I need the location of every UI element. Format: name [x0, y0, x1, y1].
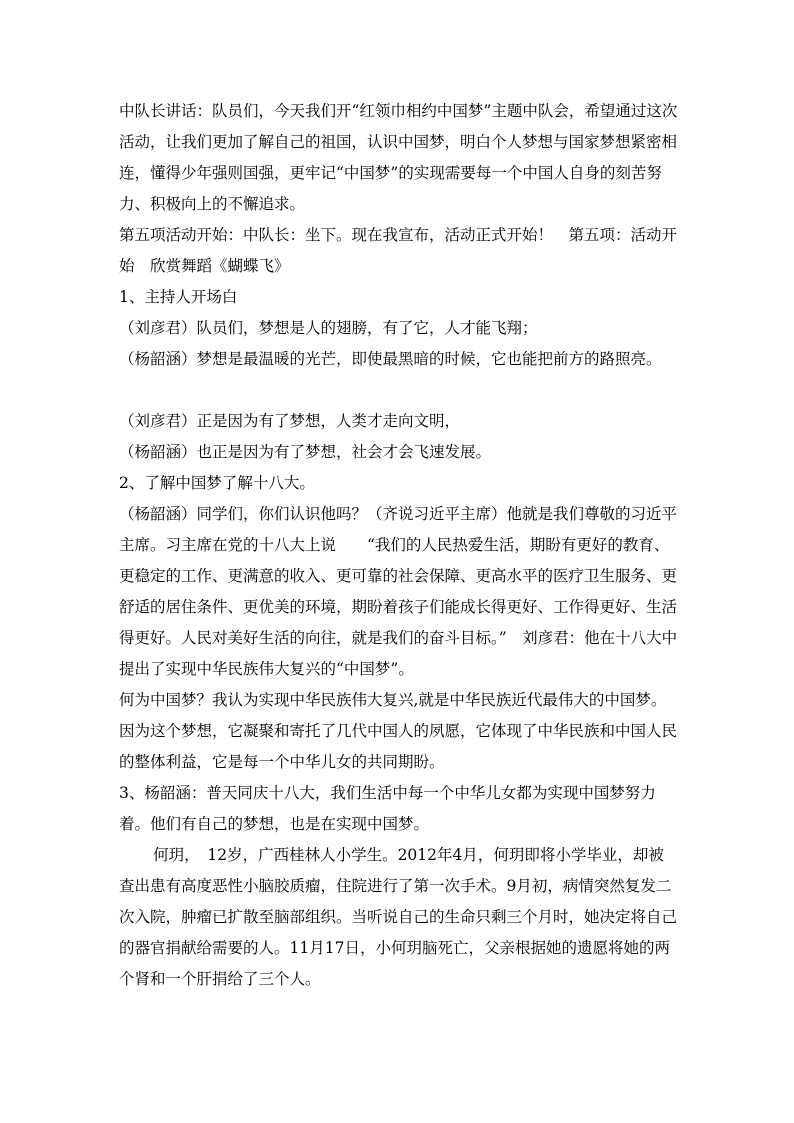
section-heading-1: 1、主持人开场白: [119, 288, 238, 306]
dialogue-line: （杨韶涵）梦想是最温暖的光芒，即使最黑暗的时候，它也能把前方的路照亮。: [119, 350, 662, 368]
body-paragraph: 何为中国梦？我认为实现中华民族伟大复兴,就是中华民族近代最伟大的中国梦。因为这个梦想，它凝聚和寄托了几代中国人的夙愿，它体现了中华民族和中国人民的整体利益，它是每一个中华儿女的共同期盼。: [119, 691, 678, 771]
speech-paragraph: 中队长讲话：队员们，今天我们开“红领巾相约中国梦”主题中队会，希望通过这次活动，让我们更加了解自己的祖国，认识中国梦，明白个人梦想与国家梦想紧密相连，懂得少年强则国强，更牢记“中国梦”的实现需要每一个中国人自身的刻苦努力、积极向上的不懈追求。: [119, 102, 678, 213]
blank-line: [119, 375, 679, 406]
dialogue-line: （杨韶涵）也正是因为有了梦想，社会才会飞速发展。: [119, 443, 492, 461]
section-heading-3: 3、杨韶涵：普天同庆十八大，我们生活中每一个中华儿女都为实现中国梦努力着。他们有自己的梦想，也是在实现中国梦。: [119, 784, 656, 833]
dialogue-paragraph: （杨韶涵）同学们，你们认识他吗？（齐说习近平主席）他就是我们尊敬的习近平主席。习主席在党的十八大上说 “我们的人民热爱生活，期盼有更好的教育、更稳定的工作、更满意的收入、更可靠的社会保障、更高水平的医疗卫生服务、更舒适的居住条件、更优美的环境，期盼着孩子们能成长得更好、工作得更好、生活得更好。人民对美好生活的向往，就是我们的奋斗目标。” 刘彦君：他在十八大中提出了实现中华民族伟大复兴的“中国梦”。: [119, 505, 678, 678]
activity-five-paragraph: 第五项活动开始：中队长：坐下。现在我宣布，活动正式开始！ 第五项：活动开始 欣赏舞蹈《蝴蝶飞》: [119, 226, 678, 275]
section-heading-2: 2、了解中国梦了解十八大。: [119, 474, 315, 492]
dialogue-line: （刘彦君）队员们，梦想是人的翅膀，有了它，人才能飞翔；: [119, 319, 538, 337]
dialogue-line: （刘彦君）正是因为有了梦想，人类才走向文明，: [119, 412, 461, 430]
story-paragraph: 何玥， 12岁，广西桂林人小学生。2012年4月，何玥即将小学毕业，却被查出患有高度恶性小脑胶质瘤，住院进行了第一次手术。9月初，病情突然复发二次入院，肿瘤已扩散至脑部组织。当听说自己的生命只剩三个月时，她决定将自己的器官捐献给需要的人。11月17日，小何玥脑死亡，父亲根据她的遗愿将她的两个肾和一个肝捐给了三个人。: [119, 846, 678, 988]
document-body: [119, 96, 679, 995]
